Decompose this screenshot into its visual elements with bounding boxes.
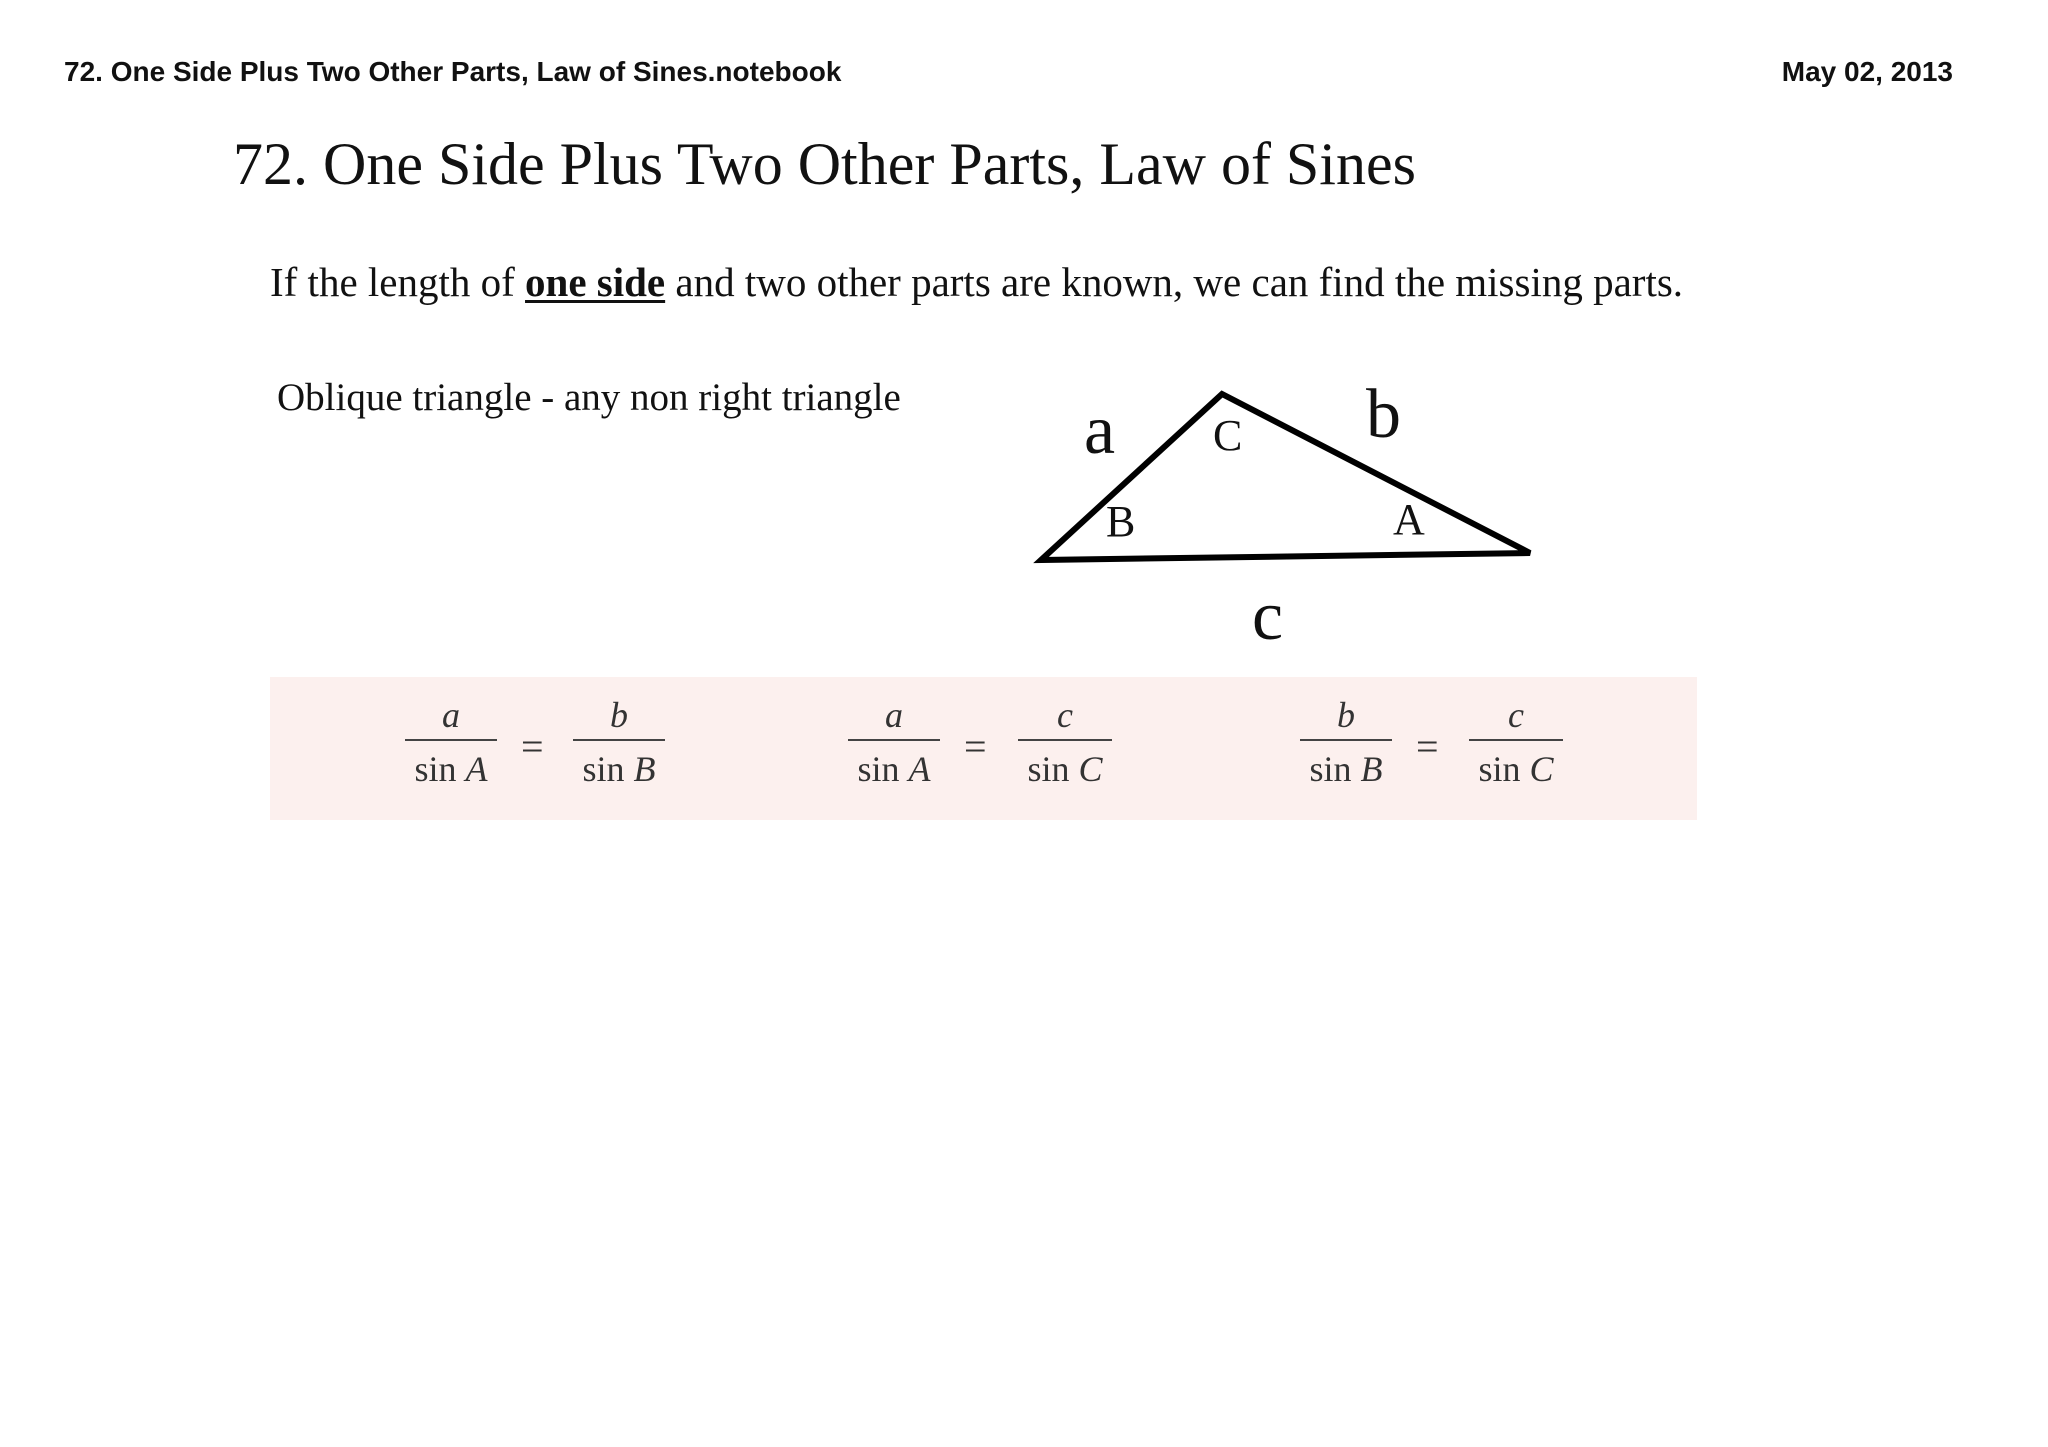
angle-variable: B [1360, 749, 1383, 789]
side-a-label: a [1084, 392, 1116, 469]
intro-text-emphasis: one side [525, 259, 666, 305]
sin-text: sin [1027, 749, 1070, 789]
oblique-triangle-note: Oblique triangle - any non right triangle [277, 376, 901, 419]
notebook-title: 72. One Side Plus Two Other Parts, Law of Sines.notebook [64, 56, 842, 87]
sin-text: sin [1478, 749, 1521, 789]
side-b-label: b [1366, 376, 1401, 453]
denominator [405, 741, 497, 787]
sin-text: sin [857, 749, 900, 789]
angle-variable: C [1529, 749, 1554, 789]
angle-b-label: B [1106, 497, 1136, 546]
angle-variable: A [908, 749, 931, 789]
angle-variable: B [633, 749, 656, 789]
denominator [848, 741, 940, 787]
angle-a-label: A [1393, 495, 1425, 544]
denominator [1018, 741, 1112, 787]
numerator: a [442, 695, 460, 735]
fraction-a-over-sin-a [848, 697, 940, 787]
oblique-triangle-diagram [1000, 360, 1580, 660]
intro-text [270, 260, 1683, 305]
sin-text: sin [1309, 749, 1352, 789]
sin-text: sin [582, 749, 625, 789]
angle-c-label: C [1213, 411, 1243, 460]
equals-sign: = [1416, 724, 1439, 769]
denominator [573, 741, 665, 787]
fraction-b-over-sin-b [1300, 697, 1392, 787]
numerator: c [1057, 695, 1073, 735]
denominator [1469, 741, 1563, 787]
page-date: May 02, 2013 [1781, 56, 1953, 87]
fraction-c-over-sin-c [1469, 697, 1563, 787]
numerator: a [885, 695, 903, 735]
law-of-sines-formulas [270, 677, 1697, 820]
numerator: b [610, 695, 628, 735]
numerator: c [1508, 695, 1524, 735]
side-c-label: c [1252, 578, 1284, 655]
fraction-c-over-sin-c [1018, 697, 1112, 787]
fraction-a-over-sin-a [405, 697, 497, 787]
angle-variable: A [465, 749, 488, 789]
equals-sign: = [964, 724, 987, 769]
sin-text: sin [414, 749, 457, 789]
intro-text-before: If the length of [270, 259, 526, 305]
page-title: 72. One Side Plus Two Other Parts, Law of Sines [233, 131, 1416, 197]
equals-sign: = [521, 724, 544, 769]
intro-text-after: and two other parts are known, we can find the missing parts. [665, 259, 1684, 305]
numerator: b [1337, 695, 1355, 735]
fraction-b-over-sin-b [573, 697, 665, 787]
angle-variable: C [1078, 749, 1103, 789]
denominator [1300, 741, 1392, 787]
